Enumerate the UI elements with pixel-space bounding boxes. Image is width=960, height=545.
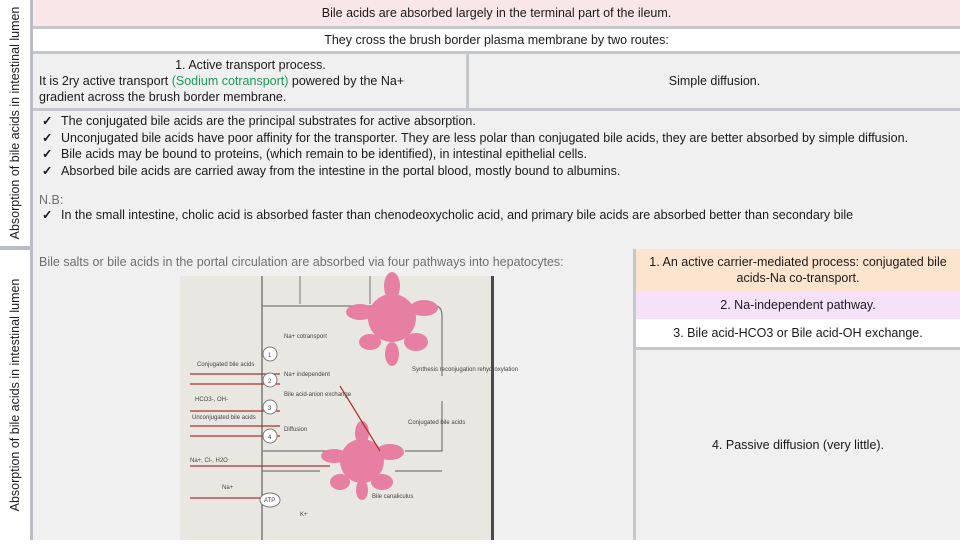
active-transport-line3: gradient across the brush border membrane. xyxy=(39,90,287,104)
nb-item: ✓ In the small intestine, cholic acid is absorbed faster than chenodeoxycholic acid, and primary bile acids are absorbed better than secondary bile xyxy=(39,207,952,224)
pathway-number: 3 xyxy=(268,406,272,412)
portal-intro xyxy=(33,249,633,277)
active-transport-text: It is 2ry active transport xyxy=(39,74,172,88)
side-label-top-text: Absorption of bile acids in intestinal lumen xyxy=(8,6,22,240)
pathway-number: 4 xyxy=(268,435,272,441)
diagram-label: Conjugated bile acids xyxy=(197,362,255,368)
side-label-top xyxy=(0,0,30,246)
pathway-1-box xyxy=(636,249,960,291)
diagram-label: Synthesis reconjugation rehydroxylation xyxy=(412,367,519,373)
pathway-2-text: 2. Na-independent pathway. xyxy=(720,298,876,312)
page-title: Bile acids are absorbed largely in the terminal part of the ileum. xyxy=(321,6,672,20)
diagram-label: K+ xyxy=(300,512,308,518)
list-item: ✓ The conjugated bile acids are the principal substrates for active absorption. xyxy=(39,113,952,130)
simple-diffusion-text: Simple diffusion. xyxy=(668,74,761,88)
diagram-label: Bile canaliculus xyxy=(372,494,414,500)
active-transport-description xyxy=(39,73,462,89)
title-row xyxy=(33,0,960,26)
diagram-label: Diffusion xyxy=(284,427,308,433)
hepatocyte-diagram xyxy=(180,276,519,540)
active-transport-heading: 1. Active transport process. xyxy=(175,58,326,72)
bullet-list xyxy=(39,113,952,179)
diagram-label: Na+, Cl-, H2O xyxy=(190,458,228,464)
side-label-bottom xyxy=(0,250,30,540)
list-item: ✓ Bile acids may be bound to proteins, (which remain to be identified), in intestinal epithelial cells. xyxy=(39,146,952,163)
pathway-2-box xyxy=(636,291,960,319)
diagram-label: HCO3-, OH- xyxy=(195,397,228,403)
active-transport-box xyxy=(33,54,466,108)
pathway-1-text: 1. An active carrier-mediated process: conjugated bile acids-Na co-transport. xyxy=(649,255,947,285)
pathway-3-box xyxy=(636,319,960,347)
diagram-label: Bile acid-anion exchange xyxy=(284,392,352,398)
sodium-cotransport-highlight: (Sodium cotransport) xyxy=(171,74,289,88)
bullets-panel xyxy=(33,111,960,249)
diagram-label: Unconjugated bile acids xyxy=(192,415,256,421)
bile-canaliculus-top xyxy=(346,272,438,366)
diagram-label: Na+ xyxy=(222,485,234,491)
pathway-3-text: 3. Bile acid-HCO3 or Bile acid-OH exchange. xyxy=(673,326,923,340)
bile-canaliculus-bottom xyxy=(321,421,404,500)
list-item: ✓ Absorbed bile acids are carried away from the intestine in the portal blood, mostly bound to albumins. xyxy=(39,163,952,180)
pathway-4-box xyxy=(636,350,960,540)
side-label-bottom-text: Absorption of bile acids in intestinal lumen xyxy=(8,278,22,512)
diagram-label: ATP xyxy=(264,498,276,504)
routes-text: They cross the brush border plasma membrane by two routes: xyxy=(324,33,669,47)
side-divider xyxy=(0,246,33,250)
active-transport-text-2: powered by the Na+ xyxy=(288,74,405,88)
pathway-markers xyxy=(260,347,280,507)
pathway-number: 2 xyxy=(268,379,272,385)
nb-list xyxy=(39,207,952,224)
list-item: ✓ Unconjugated bile acids have poor affinity for the transporter. They are less polar than conjugated bile acids, they are better absorbed by simple diffusion. xyxy=(39,130,952,147)
simple-diffusion-box xyxy=(469,54,960,108)
portal-intro-text: Bile salts or bile acids in the portal circulation are absorbed via four pathways into hepatocytes: xyxy=(39,255,564,269)
routes-row xyxy=(33,29,960,51)
pathway-4-text: 4. Passive diffusion (very little). xyxy=(711,438,885,452)
diagram-label: Na+ independent xyxy=(284,372,330,378)
diagram-label: Conjugated bile acids xyxy=(408,420,466,426)
diagram-label: Na+ cotransport xyxy=(284,334,327,340)
nb-label: N.B: xyxy=(39,193,64,207)
pathway-number: 1 xyxy=(268,353,272,359)
hepatocyte-diagram-svg xyxy=(180,276,519,540)
